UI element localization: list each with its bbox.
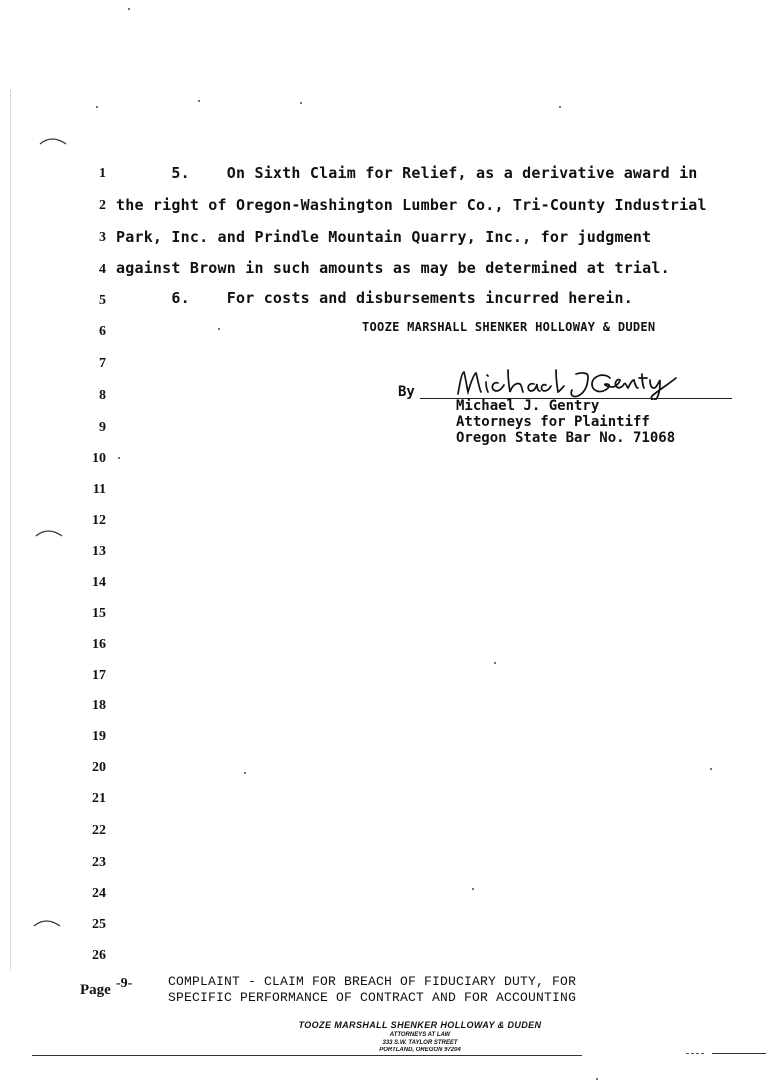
line-number: 2	[99, 198, 106, 213]
line-number: 15	[92, 606, 106, 621]
line-number: 14	[92, 575, 106, 590]
bar-number: Oregon State Bar No. 71068	[456, 430, 676, 446]
body-line: 6. For costs and disbursements incurred herein.	[116, 289, 633, 307]
line-number: 16	[92, 637, 106, 652]
line-number: 21	[92, 791, 106, 806]
scan-speck	[596, 1078, 598, 1080]
body-line: against Brown in such amounts as may be determined at trial.	[116, 259, 670, 277]
footer-rule-right	[712, 1053, 766, 1054]
scan-speck	[118, 457, 120, 459]
line-number: 5	[99, 293, 106, 308]
line-number: 10	[92, 451, 106, 466]
line-number: 25	[92, 917, 106, 932]
line-number: 1	[99, 166, 106, 181]
line-number: 23	[92, 855, 106, 870]
document-title-line: COMPLAINT - CLAIM FOR BREACH OF FIDUCIARY DUTY, FOR	[168, 974, 577, 989]
attorney-name: Michael J. Gentry	[456, 398, 600, 414]
line-number: 13	[92, 544, 106, 559]
line-number: 20	[92, 760, 106, 775]
signature-image	[454, 366, 684, 400]
page-label: Page	[80, 982, 111, 998]
letterhead-subtitle: ATTORNEYS AT LAW	[389, 1032, 451, 1038]
line-number: 11	[92, 482, 106, 497]
page-number: -9-	[116, 976, 133, 991]
body-line: the right of Oregon-Washington Lumber Co., Tri-County Industrial	[116, 196, 707, 214]
letterhead-city: PORTLAND, OREGON 97204	[379, 1047, 461, 1052]
line-number: 12	[92, 513, 106, 528]
line-number: 3	[99, 230, 106, 245]
attorney-role: Attorneys for Plaintiff	[456, 414, 650, 430]
scan-speck	[96, 106, 98, 108]
body-line: Park, Inc. and Prindle Mountain Quarry, Inc., for judgment	[116, 228, 652, 246]
scan-mark-top	[38, 136, 68, 148]
scan-speck	[244, 772, 246, 774]
scan-speck	[300, 102, 302, 104]
line-number: 17	[92, 668, 106, 683]
line-number: 8	[99, 388, 106, 403]
scan-speck	[472, 888, 474, 890]
line-number: 9	[99, 420, 106, 435]
line-number: 4	[99, 262, 106, 277]
scan-mark-middle	[34, 528, 64, 540]
line-number: 24	[92, 886, 106, 901]
line-number: 22	[92, 823, 106, 838]
scan-speck	[218, 328, 220, 330]
line-number: 18	[92, 698, 106, 713]
left-margin-rule	[10, 90, 12, 970]
letterhead-firm: TOOZE MARSHALL SHENKER HOLLOWAY & DUDEN	[298, 1020, 542, 1030]
by-label: By	[398, 384, 415, 400]
scan-speck	[128, 8, 130, 10]
firm-name: TOOZE MARSHALL SHENKER HOLLOWAY & DUDEN	[362, 320, 656, 334]
footer-rule-dashed	[686, 1053, 704, 1054]
scan-speck	[559, 106, 561, 108]
document-title-line: SPECIFIC PERFORMANCE OF CONTRACT AND FOR ACCOUNTING	[168, 990, 577, 1005]
line-number: 26	[92, 948, 106, 963]
scan-speck	[198, 100, 200, 102]
scan-speck	[494, 662, 496, 664]
scan-mark-bottom	[32, 918, 62, 930]
body-line: 5. On Sixth Claim for Relief, as a derivative award in	[116, 164, 698, 182]
letterhead-address: 333 S.W. TAYLOR STREET	[382, 1040, 458, 1046]
footer-rule	[32, 1055, 582, 1056]
line-number: 19	[92, 729, 106, 744]
line-number: 7	[99, 356, 106, 371]
line-number: 6	[99, 324, 106, 339]
scan-speck	[710, 768, 712, 770]
